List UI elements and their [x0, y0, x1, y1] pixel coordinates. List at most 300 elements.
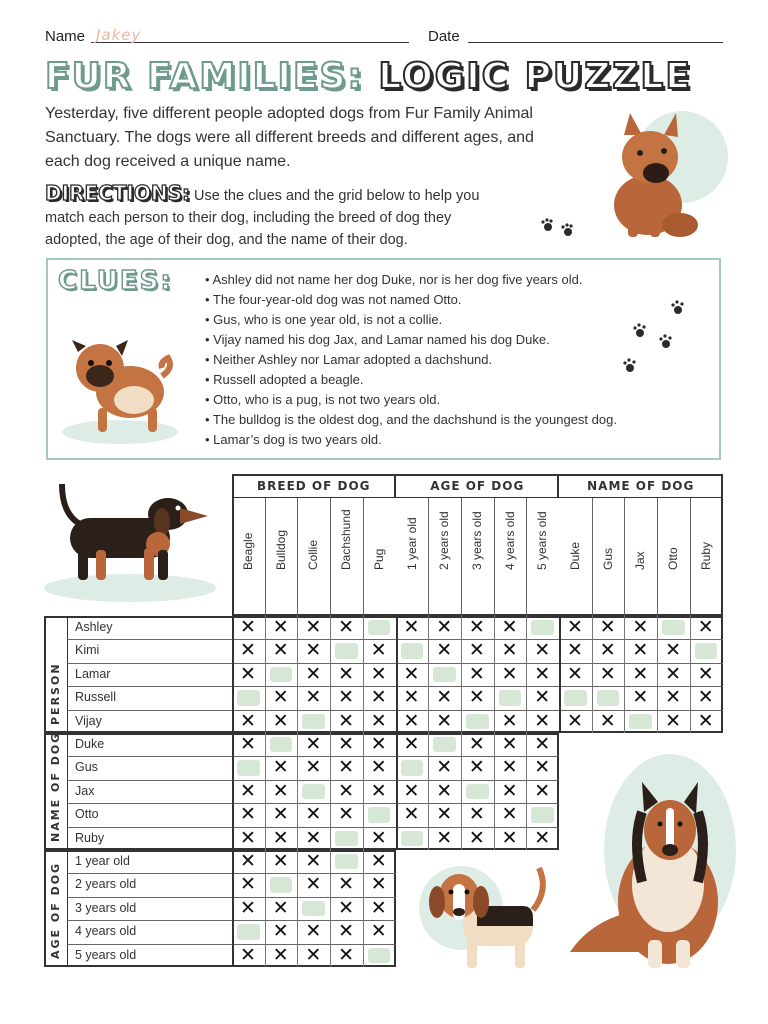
cell-separator: [592, 710, 593, 733]
filled-cell: [302, 901, 325, 916]
cell-separator: [690, 686, 691, 709]
filled-cell: [499, 690, 522, 705]
cross-mark: ✕: [501, 826, 518, 849]
cell-separator: [428, 686, 429, 709]
section-separator: [559, 710, 561, 733]
filled-cell: [335, 854, 358, 869]
cross-mark: ✕: [436, 803, 453, 826]
row-label: Lamar: [75, 666, 111, 681]
row-separator: [67, 780, 559, 781]
cell-separator: [624, 663, 625, 686]
section-separator: [559, 686, 561, 709]
cell-separator: [363, 873, 364, 896]
clue-item: • Otto, who is a pug, is not two years old.: [205, 392, 441, 407]
cross-mark: ✕: [338, 920, 355, 943]
column-separator: [690, 498, 691, 616]
cell-separator: [330, 780, 331, 803]
section-separator: [559, 639, 561, 662]
cross-mark: ✕: [370, 756, 387, 779]
column-header: 1 year old: [404, 517, 419, 570]
cell-separator: [690, 616, 691, 639]
cross-mark: ✕: [272, 826, 289, 849]
cell-separator: [330, 850, 331, 873]
clue-item: • Vijay named his dog Jax, and Lamar named his dog Duke.: [205, 332, 550, 347]
cross-mark: ✕: [436, 686, 453, 709]
cross-mark: ✕: [338, 756, 355, 779]
row-label: Ruby: [75, 830, 105, 845]
intro-line: each dog received a unique name.: [45, 153, 291, 170]
cell-separator: [363, 827, 364, 850]
cell-separator: [363, 850, 364, 873]
cross-mark: ✕: [305, 873, 322, 896]
cell-separator: [461, 803, 462, 826]
filled-cell: [695, 643, 718, 658]
cell-separator: [461, 780, 462, 803]
filled-cell: [531, 620, 554, 635]
cross-mark: ✕: [272, 850, 289, 872]
cell-separator: [494, 639, 495, 662]
collie-illustration: [560, 752, 740, 977]
filled-cell: [662, 620, 685, 635]
column-header: Jax: [633, 551, 648, 570]
filled-cell: [335, 643, 358, 658]
directions-line: Use the clues and the grid below to help you: [194, 188, 480, 204]
cross-mark: ✕: [240, 896, 256, 919]
filled-cell: [368, 807, 391, 822]
cross-mark: ✕: [240, 709, 256, 732]
cross-mark: ✕: [338, 896, 355, 919]
row-group-separator: [67, 733, 68, 850]
cell-separator: [363, 803, 364, 826]
cell-separator: [624, 686, 625, 709]
column-separator: [657, 498, 658, 616]
cross-mark: ✕: [468, 756, 485, 779]
filled-cell: [237, 690, 260, 705]
cell-separator: [428, 663, 429, 686]
cell-separator: [330, 897, 331, 920]
column-header: 4 years old: [502, 511, 517, 570]
cross-mark: ✕: [272, 709, 289, 732]
clue-item: • Neither Ashley nor Lamar adopted a dachshund.: [205, 352, 493, 367]
cross-mark: ✕: [305, 826, 322, 849]
cross-mark: ✕: [501, 779, 518, 802]
column-separator: [330, 498, 331, 616]
cell-separator: [494, 803, 495, 826]
section-separator: [396, 639, 398, 662]
intro-line: Sanctuary. The dogs were all different breeds and different ages, and: [45, 129, 534, 146]
section-header: BREED OF DOG: [256, 479, 371, 493]
column-header: Ruby: [698, 541, 713, 570]
cell-separator: [592, 686, 593, 709]
cell-separator: [363, 756, 364, 779]
cell-separator: [265, 827, 266, 850]
cross-mark: ✕: [632, 639, 649, 662]
cell-separator: [297, 850, 298, 873]
cell-separator: [428, 803, 429, 826]
section-separator: [559, 663, 561, 686]
cross-mark: ✕: [370, 896, 387, 919]
cell-separator: [428, 710, 429, 733]
filled-cell: [401, 643, 424, 658]
cross-mark: ✕: [305, 616, 322, 638]
filled-cell: [531, 807, 554, 822]
column-separator: [526, 498, 527, 616]
row-label: Otto: [75, 807, 99, 822]
cell-separator: [265, 803, 266, 826]
cell-separator: [297, 756, 298, 779]
cross-mark: ✕: [501, 662, 518, 685]
cross-mark: ✕: [436, 709, 453, 732]
row-label: 1 year old: [75, 854, 130, 868]
cross-mark: ✕: [305, 733, 322, 755]
cross-mark: ✕: [240, 803, 256, 826]
cross-mark: ✕: [436, 639, 453, 662]
cell-separator: [265, 944, 266, 967]
cross-mark: ✕: [338, 873, 355, 896]
cross-mark: ✕: [534, 779, 551, 802]
row-label: Russell: [75, 690, 116, 705]
cell-separator: [297, 616, 298, 639]
cross-mark: ✕: [501, 756, 518, 779]
clue-item: • Lamar’s dog is two years old.: [205, 432, 382, 447]
cell-separator: [297, 897, 298, 920]
cross-mark: ✕: [240, 943, 256, 966]
cross-mark: ✕: [501, 733, 518, 755]
cell-separator: [624, 639, 625, 662]
cell-separator: [297, 873, 298, 896]
column-header: Otto: [666, 547, 681, 570]
cell-separator: [526, 827, 527, 850]
filled-cell: [564, 690, 587, 705]
cell-separator: [657, 663, 658, 686]
cross-mark: ✕: [272, 616, 289, 638]
name-value: Jakey: [96, 26, 142, 44]
column-header: Duke: [568, 541, 582, 570]
column-header: 3 years old: [469, 511, 484, 570]
cell-separator: [461, 827, 462, 850]
cross-mark: ✕: [501, 709, 518, 732]
cell-separator: [265, 686, 266, 709]
column-separator: [428, 498, 429, 616]
cell-separator: [461, 639, 462, 662]
cross-mark: ✕: [338, 779, 355, 802]
cell-separator: [297, 920, 298, 943]
cross-mark: ✕: [338, 616, 355, 638]
cross-mark: ✕: [370, 920, 387, 943]
section-separator: [559, 616, 561, 639]
cross-mark: ✕: [403, 662, 420, 685]
cell-separator: [265, 920, 266, 943]
filled-cell: [270, 877, 293, 892]
cross-mark: ✕: [305, 803, 322, 826]
cross-mark: ✕: [370, 826, 387, 849]
cell-separator: [461, 663, 462, 686]
cross-mark: ✕: [403, 686, 420, 709]
cell-separator: [330, 756, 331, 779]
cross-mark: ✕: [599, 616, 616, 638]
filled-cell: [270, 737, 293, 752]
column-header: 5 years old: [535, 511, 550, 570]
column-separator: [624, 498, 625, 616]
cross-mark: ✕: [468, 803, 485, 826]
cross-mark: ✕: [240, 779, 256, 802]
section-header: AGE OF DOG: [430, 479, 525, 493]
cross-mark: ✕: [468, 826, 485, 849]
cell-separator: [363, 920, 364, 943]
section-separator: [396, 663, 398, 686]
cell-separator: [690, 663, 691, 686]
cell-separator: [494, 780, 495, 803]
cross-mark: ✕: [534, 639, 551, 662]
cell-separator: [494, 733, 495, 756]
row-label: 3 years old: [75, 900, 137, 915]
cell-separator: [330, 803, 331, 826]
column-separator: [461, 498, 462, 616]
column-separator: [265, 498, 266, 616]
cell-separator: [297, 803, 298, 826]
cross-mark: ✕: [403, 779, 420, 802]
cell-separator: [526, 803, 527, 826]
cross-mark: ✕: [534, 662, 551, 685]
cross-mark: ✕: [370, 639, 387, 662]
cell-separator: [494, 616, 495, 639]
row-label: 2 years old: [75, 877, 137, 892]
filled-cell: [629, 714, 652, 729]
filled-cell: [270, 667, 293, 682]
cell-separator: [461, 616, 462, 639]
cell-separator: [494, 827, 495, 850]
cross-mark: ✕: [272, 639, 289, 662]
cross-mark: ✕: [240, 826, 256, 849]
cell-separator: [428, 780, 429, 803]
column-header: 2 years old: [437, 511, 452, 570]
cross-mark: ✕: [338, 943, 355, 966]
filled-cell: [237, 760, 260, 775]
cell-separator: [265, 873, 266, 896]
column-header: Gus: [600, 547, 615, 570]
cross-mark: ✕: [599, 709, 616, 732]
cell-separator: [297, 780, 298, 803]
cell-separator: [592, 616, 593, 639]
cell-separator: [330, 686, 331, 709]
clue-item: • Gus, who is one year old, is not a collie.: [205, 312, 443, 327]
section-separator: [396, 803, 398, 826]
clue-item: • The four-year-old dog was not named Otto.: [205, 292, 462, 307]
column-header: Beagle: [241, 532, 255, 570]
cross-mark: ✕: [534, 686, 551, 709]
cell-separator: [363, 710, 364, 733]
cross-mark: ✕: [240, 662, 256, 685]
cross-mark: ✕: [697, 616, 714, 638]
intro-line: Yesterday, five different people adopted dogs from Fur Family Animal: [45, 105, 533, 122]
cross-mark: ✕: [436, 779, 453, 802]
cell-separator: [297, 733, 298, 756]
cross-mark: ✕: [240, 616, 256, 638]
row-group-label: NAME OF DOG: [49, 731, 62, 842]
cell-separator: [363, 663, 364, 686]
cross-mark: ✕: [697, 686, 714, 709]
row-label: Jax: [75, 783, 95, 798]
column-header: Pug: [371, 548, 386, 570]
cell-separator: [363, 616, 364, 639]
cell-separator: [592, 639, 593, 662]
clue-item: • The bulldog is the oldest dog, and the dachshund is the youngest dog.: [205, 412, 617, 427]
cross-mark: ✕: [665, 709, 682, 732]
filled-cell: [401, 760, 424, 775]
cross-mark: ✕: [272, 779, 289, 802]
cell-separator: [461, 710, 462, 733]
cross-mark: ✕: [338, 686, 355, 709]
cross-mark: ✕: [305, 756, 322, 779]
cell-separator: [330, 733, 331, 756]
section-separator: [396, 616, 398, 639]
cross-mark: ✕: [632, 686, 649, 709]
cell-separator: [428, 639, 429, 662]
row-label: Vijay: [75, 713, 102, 728]
cross-mark: ✕: [567, 616, 583, 638]
title-part-1: FUR FAMILIES:: [45, 56, 364, 97]
cross-mark: ✕: [338, 709, 355, 732]
cross-mark: ✕: [468, 639, 485, 662]
cell-separator: [363, 780, 364, 803]
filled-cell: [433, 667, 456, 682]
directions-line: match each person to their dog, including the breed of dog they: [45, 210, 452, 226]
cell-separator: [494, 756, 495, 779]
cross-mark: ✕: [403, 733, 420, 755]
cross-mark: ✕: [632, 662, 649, 685]
cross-mark: ✕: [567, 662, 583, 685]
cross-mark: ✕: [240, 733, 256, 755]
cell-separator: [494, 663, 495, 686]
title-part-2: LOGIC PUZZLE: [378, 56, 692, 97]
cell-separator: [657, 616, 658, 639]
cross-mark: ✕: [272, 756, 289, 779]
section-separator: [396, 780, 398, 803]
cell-separator: [265, 897, 266, 920]
cross-mark: ✕: [665, 686, 682, 709]
filled-cell: [466, 784, 489, 799]
cross-mark: ✕: [468, 662, 485, 685]
cell-separator: [330, 639, 331, 662]
cell-separator: [330, 920, 331, 943]
cross-mark: ✕: [534, 709, 551, 732]
clue-item: • Ashley did not name her dog Duke, nor is her dog five years old.: [205, 272, 583, 287]
cell-separator: [428, 616, 429, 639]
section-separator: [396, 756, 398, 779]
cross-mark: ✕: [272, 686, 289, 709]
directions-heading: DIRECTIONS:: [45, 181, 191, 205]
cross-mark: ✕: [272, 920, 289, 943]
row-label: Duke: [75, 737, 105, 751]
cell-separator: [461, 686, 462, 709]
row-group-label: AGE OF DOG: [49, 861, 62, 959]
cell-separator: [526, 733, 527, 756]
filled-cell: [433, 737, 456, 752]
cross-mark: ✕: [665, 662, 682, 685]
cross-mark: ✕: [370, 686, 387, 709]
cell-separator: [297, 827, 298, 850]
cell-separator: [428, 756, 429, 779]
cross-mark: ✕: [697, 662, 714, 685]
filled-cell: [368, 948, 391, 963]
cross-mark: ✕: [338, 662, 355, 685]
cell-separator: [330, 663, 331, 686]
cross-mark: ✕: [501, 616, 518, 638]
label-column-separator: [232, 733, 234, 850]
column-separator: [592, 498, 593, 616]
cell-separator: [363, 686, 364, 709]
row-label: Kimi: [75, 643, 100, 658]
cross-mark: ✕: [534, 733, 551, 755]
cross-mark: ✕: [338, 803, 355, 826]
filled-cell: [237, 924, 260, 939]
section-separator: [396, 710, 398, 733]
cross-mark: ✕: [370, 733, 387, 755]
cell-separator: [297, 639, 298, 662]
row-label: 5 years old: [75, 947, 137, 962]
cell-separator: [461, 756, 462, 779]
cross-mark: ✕: [305, 943, 322, 966]
cell-separator: [526, 616, 527, 639]
cell-separator: [461, 733, 462, 756]
column-separator: [297, 498, 298, 616]
cell-separator: [363, 639, 364, 662]
cell-separator: [330, 710, 331, 733]
row-label: 4 years old: [75, 924, 137, 939]
cell-separator: [265, 733, 266, 756]
cell-separator: [297, 663, 298, 686]
cell-separator: [624, 616, 625, 639]
section-separator: [396, 827, 398, 850]
cell-separator: [330, 944, 331, 967]
cross-mark: ✕: [272, 803, 289, 826]
cell-separator: [363, 944, 364, 967]
cross-mark: ✕: [305, 850, 322, 872]
cross-mark: ✕: [338, 733, 355, 755]
row-group-separator: [67, 850, 68, 967]
cell-separator: [297, 710, 298, 733]
cell-separator: [526, 710, 527, 733]
cell-separator: [657, 639, 658, 662]
filled-cell: [466, 714, 489, 729]
cell-separator: [265, 710, 266, 733]
cell-separator: [265, 616, 266, 639]
filled-cell: [401, 831, 424, 846]
cell-separator: [624, 710, 625, 733]
cross-mark: ✕: [272, 943, 289, 966]
cell-separator: [526, 663, 527, 686]
cross-mark: ✕: [403, 803, 420, 826]
cross-mark: ✕: [665, 639, 682, 662]
cross-mark: ✕: [305, 639, 322, 662]
cell-separator: [494, 710, 495, 733]
cross-mark: ✕: [240, 850, 256, 872]
column-header: Bulldog: [273, 529, 288, 570]
cell-separator: [592, 663, 593, 686]
section-separator: [396, 733, 398, 756]
section-header: NAME OF DOG: [587, 479, 695, 493]
cell-separator: [428, 733, 429, 756]
cross-mark: ✕: [436, 616, 453, 638]
cell-separator: [363, 733, 364, 756]
name-label: Name: [45, 28, 86, 45]
column-header: Collie: [306, 539, 321, 570]
cell-separator: [690, 639, 691, 662]
cross-mark: ✕: [240, 639, 256, 662]
cross-mark: ✕: [501, 639, 518, 662]
cell-separator: [265, 756, 266, 779]
row-group-separator: [67, 616, 68, 733]
